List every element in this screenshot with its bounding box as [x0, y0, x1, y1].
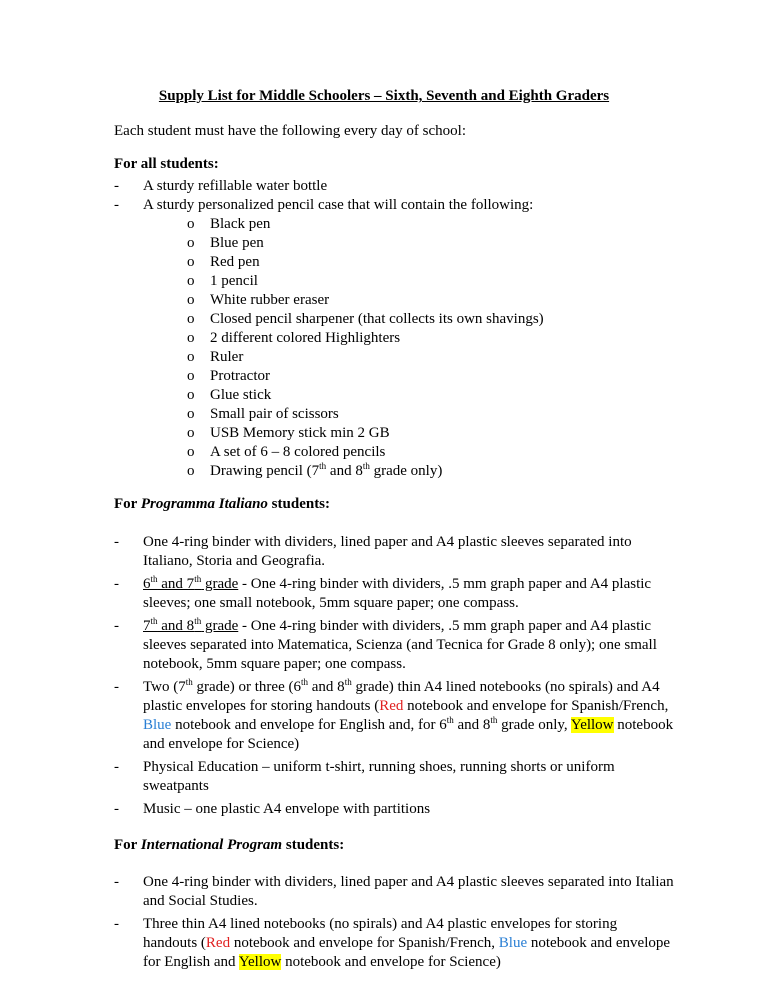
drawing-pencil-list	[143, 462, 674, 481]
list-item: - One 4-ring binder with dividers, lined paper and A4 plastic sleeves separated into Italian and Social Studies.	[114, 873, 674, 911]
list-item: o White rubber eraser	[143, 291, 674, 310]
list-item: o Drawing pencil (7th and 8th grade only)	[143, 462, 674, 481]
italiano-list	[114, 533, 674, 823]
list-item: - 7th and 8th grade - One 4-ring binder with dividers, .5 mm graph paper and A4 plastic sleeves separated into Matematica, Scienza (and Tecnica for Grade 8 only); one small notebook, 5mm square paper; one compass.	[114, 617, 674, 674]
yellow-highlight: Yellow	[238, 954, 282, 970]
list-item: o Ruler	[143, 348, 674, 367]
list-item: o Glue stick	[143, 386, 674, 405]
list-item: o 1 pencil	[143, 272, 674, 291]
list-item: o Black pen	[143, 215, 674, 234]
yellow-highlight: Yellow	[570, 717, 614, 733]
list-item: o USB Memory stick min 2 GB	[143, 424, 674, 443]
list-item: o Small pair of scissors	[143, 405, 674, 424]
international-list	[114, 873, 674, 976]
page-title: Supply List for Middle Schoolers – Sixth, Seventh and Eighth Graders	[158, 88, 610, 104]
list-item: - Music – one plastic A4 envelope with partitions	[114, 800, 674, 819]
blue-label: Blue	[498, 935, 528, 951]
list-item: - 6th and 7th grade - One 4-ring binder with dividers, .5 mm graph paper and A4 plastic sleeves; one small notebook, 5mm square paper; one compass.	[114, 575, 674, 613]
list-item: - Physical Education – uniform t-shirt, running shoes, running shorts or uniform sweatpants	[114, 758, 674, 796]
list-item: - Two (7th grade) or three (6th and 8th grade) thin A4 lined notebooks (no spirals) and A4 plastic envelopes for storing handouts (Red notebook and envelope for Spanish/French, Blue notebook and envelope for English and, for 6th and 8th grade only, Yellow notebook and envelope for Science)	[114, 678, 674, 754]
list-item: o Closed pencil sharpener (that collects its own shavings)	[143, 310, 674, 329]
list-item: o Blue pen	[143, 234, 674, 253]
list-item: o A set of 6 – 8 colored pencils	[143, 443, 674, 462]
list-item: - Three thin A4 lined notebooks (no spirals) and A4 plastic envelopes for storing handouts (Red notebook and envelope for Spanish/French, Blue notebook and envelope for English and Yellow notebook and envelope for Science)	[114, 915, 674, 972]
international-heading: For International Program students:	[114, 837, 345, 853]
all-students-list	[114, 177, 674, 485]
red-label: Red	[205, 935, 231, 951]
list-item: o Red pen	[143, 253, 674, 272]
red-label: Red	[379, 698, 404, 714]
italiano-heading: For Programma Italiano students:	[114, 496, 331, 512]
blue-label: Blue	[143, 717, 172, 733]
intro-text: Each student must have the following every day of school:	[114, 123, 466, 139]
list-item: - A sturdy personalized pencil case that will contain the following: o Black pen o Blue pen o Red pen o 1 pencil o White rubber eraser o Closed pencil sharpener (that collects its own shavings) o 2 different colored Highlighters o Ruler o Protractor o Glue stick o Small pair of scissors o USB Memory stick min 2 GB o A set of 6 – 8 colored pencils o Drawing pencil (7th and 8th grade only)	[114, 196, 674, 481]
list-item: o Protractor	[143, 367, 674, 386]
list-item: - A sturdy refillable water bottle	[114, 177, 674, 196]
list-item: o 2 different colored Highlighters	[143, 329, 674, 348]
list-item: - One 4-ring binder with dividers, lined paper and A4 plastic sleeves separated into Italiano, Storia and Geografia.	[114, 533, 674, 571]
all-students-heading: For all students:	[114, 156, 219, 172]
pencil-case-list	[143, 215, 674, 462]
